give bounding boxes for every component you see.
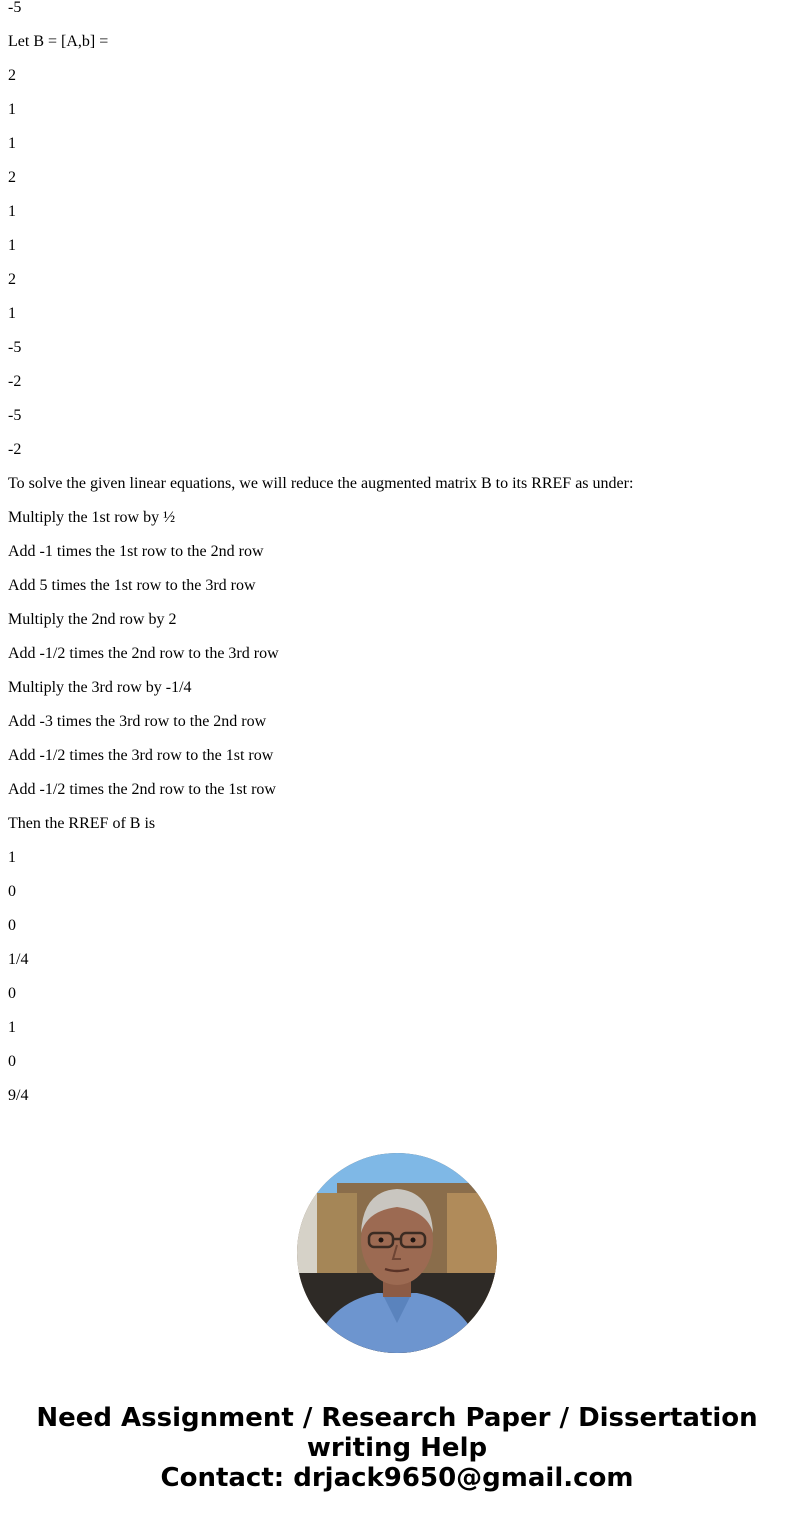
matrix-entry: 2 xyxy=(8,271,16,288)
rref-entry: 9/4 xyxy=(8,1087,29,1104)
matrix-entry: 1 xyxy=(8,305,16,322)
matrix-entry: -2 xyxy=(8,441,22,458)
rref-entry: 0 xyxy=(8,985,16,1002)
intro-paragraph: To solve the given linear equations, we will reduce the augmented matrix B to its RREF as under: xyxy=(8,475,634,492)
row-operation-step: Add -1 times the 1st row to the 2nd row xyxy=(8,543,264,560)
rref-entry: 1 xyxy=(8,849,16,866)
matrix-entry: 2 xyxy=(8,67,16,84)
matrix-entry: 1 xyxy=(8,135,16,152)
author-avatar xyxy=(297,1153,497,1353)
footer-contact-email: Contact: drjack9650@gmail.com xyxy=(160,1463,634,1493)
row-operation-step: Multiply the 1st row by ½ xyxy=(8,509,176,526)
row-operation-step: Add -1/2 times the 2nd row to the 1st row xyxy=(8,781,276,798)
matrix-entry: 2 xyxy=(8,169,16,186)
rref-label: Then the RREF of B is xyxy=(8,815,156,832)
row-operation-step: Multiply the 3rd row by -1/4 xyxy=(8,679,192,696)
row-operation-step: Add -3 times the 3rd row to the 2nd row xyxy=(8,713,267,730)
footer-subheadline: writing Help xyxy=(306,1433,488,1463)
document-body xyxy=(8,0,786,1113)
matrix-entry: -5 xyxy=(8,407,22,424)
matrix-entry: 1 xyxy=(8,203,16,220)
matrix-entry: -5 xyxy=(8,0,22,16)
rref-entry: 0 xyxy=(8,883,16,900)
row-operation-step: Multiply the 2nd row by 2 xyxy=(8,611,177,628)
author-portrait-image xyxy=(297,1153,497,1353)
footer-headline: Need Assignment / Research Paper / Dissertation xyxy=(36,1403,758,1433)
matrix-entry: -5 xyxy=(8,339,22,356)
matrix-entry: -2 xyxy=(8,373,22,390)
footer-contact-banner xyxy=(0,1403,794,1493)
augmented-matrix-label: Let B = [A,b] = xyxy=(8,33,109,50)
row-operation-step: Add -1/2 times the 3rd row to the 1st row xyxy=(8,747,274,764)
rref-entry: 1/4 xyxy=(8,951,29,968)
row-operation-step: Add 5 times the 1st row to the 3rd row xyxy=(8,577,256,594)
row-operation-step: Add -1/2 times the 2nd row to the 3rd row xyxy=(8,645,279,662)
rref-entry: 0 xyxy=(8,1053,16,1070)
rref-entry: 1 xyxy=(8,1019,16,1036)
rref-entry: 0 xyxy=(8,917,16,934)
matrix-entry: 1 xyxy=(8,101,16,118)
matrix-entry: 1 xyxy=(8,237,16,254)
